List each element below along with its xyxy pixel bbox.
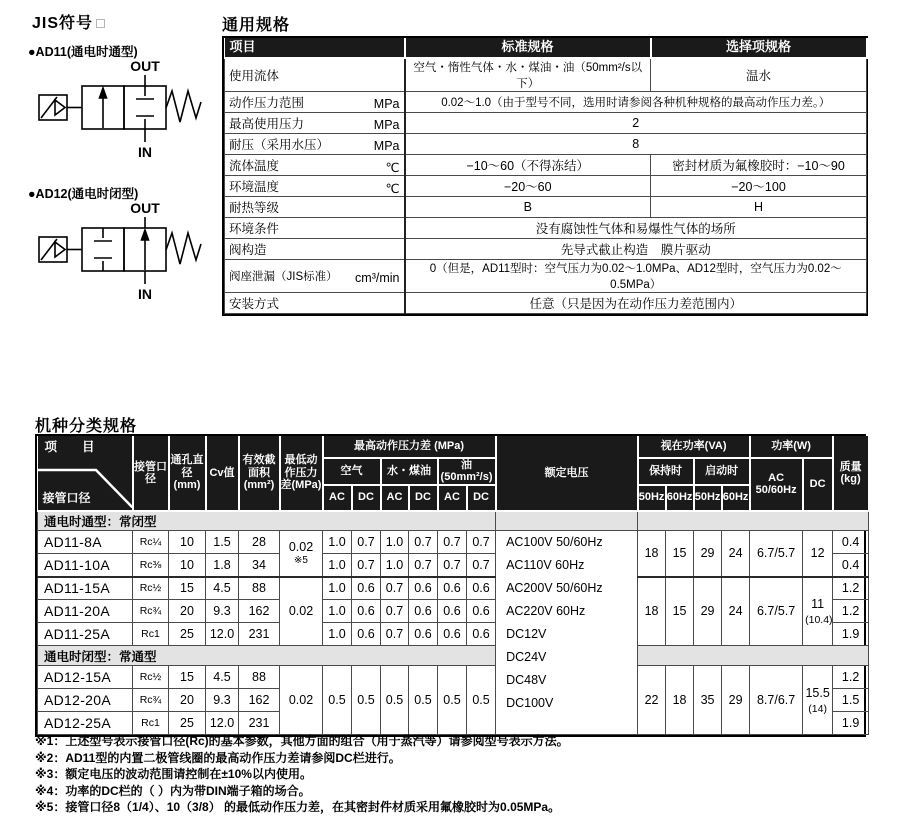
model-spec-title: 机种分类规格 [35,418,138,435]
spec-standard-fluid-temp: −10～60（不得冻结） [405,155,651,176]
ad12-valve-diagram [30,200,206,312]
col-header-w: 功率(W) [750,436,833,458]
model-name: AD11-15A [38,577,133,600]
oil-dc-value: 0.6 [467,577,496,600]
mass-value: 0.4 [833,554,869,577]
w-dc-number: 15.5 [805,685,830,700]
ad11-out-label: OUT [130,58,160,74]
general-spec-table-wrap [222,36,868,316]
min-pd-number: 0.02 [288,540,314,555]
oil-dc-value: 0.7 [467,531,496,554]
item-unit: ℃ [385,160,400,175]
ad12-out-label: OUT [130,200,160,216]
diag-port-label: 接管口径 [42,491,91,506]
spec-item-mounting: 安装方式 [225,293,405,314]
water-dc-value: 0.7 [409,554,438,577]
spec-optional-fluid: 温水 [651,58,867,92]
general-spec-title: 通用规格 [222,17,291,34]
port-size: Rc¾ [133,600,169,623]
spec-value-pressure-range: 0.02～1.0（由于型号不同，选用时请参阅各种机种规格的最高动作压力差。） [405,92,867,113]
jis-title-text: JIS符号 [32,15,94,32]
spec-item-structure: 阀构造 [225,239,405,260]
spec-standard-ambient-temp: −20～60 [405,176,651,197]
col-header-voltage: 额定电压 [496,436,638,511]
oil-dc-value: 0.6 [467,600,496,623]
cv-value: 9.3 [206,689,239,712]
min-pd-note: ※5 [294,555,308,567]
table-row [225,92,867,113]
col-header-air: 空气 [323,458,381,485]
col-header-w-dc: DC [803,458,833,511]
item-unit: MPa [373,118,400,132]
mass-value: 1.9 [833,623,869,646]
oil-dc-value: 0.6 [467,623,496,646]
col-header-hold-60hz: 60Hz [666,485,694,511]
air-ac-value: 1.0 [323,531,352,554]
col-header-item: 项目 [225,38,405,58]
port-size: Rc½ [133,666,169,689]
section-label-ad11: 通电时通型：常闭型 [38,511,496,531]
water-ac-value: 0.5 [381,666,409,735]
oil-ac-value: 0.6 [438,623,467,646]
table-row [225,293,867,314]
w-dc-value: 12 [803,531,833,577]
model-name: AD12-15A [38,666,133,689]
voltage-item: DC24V [506,650,547,665]
model-name: AD11-8A [38,531,133,554]
diag-item-label: 项 目 [44,440,95,454]
voltage-item: AC200V 50/60Hz [506,581,603,596]
oil-ac-value: 0.6 [438,600,467,623]
water-ac-value: 0.7 [381,577,409,600]
start-60hz-value: 24 [722,577,750,646]
cv-value: 4.5 [206,577,239,600]
table-row [225,113,867,134]
section-filler [496,511,638,531]
jis-title [32,10,105,33]
spec-item-fluid: 使用流体 [225,58,405,92]
spec-item-pressure-range [225,92,405,113]
cv-value: 1.5 [206,531,239,554]
spec-value-leakage: 0（但是，AD11型时：空气压力为0.02～1.0MPa、AD12型时，空气压力为0.02～0.5MPa） [405,260,867,293]
col-header-start: 启动时 [694,458,750,485]
table-row [225,134,867,155]
spec-item-environment: 环境条件 [225,218,405,239]
item-unit: MPa [373,97,400,111]
spec-optional-ambient-temp: −20～100 [651,176,867,197]
start-50hz-value: 29 [694,577,722,646]
voltage-item: AC110V 60Hz [506,558,585,573]
item-unit: cm³/min [355,271,400,285]
water-ac-value: 0.7 [381,623,409,646]
spec-standard-heat-class: B [405,197,651,218]
table-header-row [38,436,869,458]
spec-item-max-pressure [225,113,405,134]
air-dc-value: 0.6 [352,577,381,600]
col-header-optional: 选择项规格 [651,38,867,58]
footnote-1: ※1：上述型号表示接管口径(Rc)的基本参数，其他方面的组合（用于蒸汽等）请参阅型号表示方法。 [35,734,569,748]
spec-value-structure: 先导式截止构造 膜片驱动 [405,239,867,260]
col-header-bore: 通孔直径(mm) [169,436,206,511]
area-value: 231 [239,623,280,646]
air-dc-value: 0.7 [352,554,381,577]
model-name: AD12-25A [38,712,133,735]
min-pd-value: 0.02 [280,666,323,735]
section-filler [638,646,869,666]
col-header-cv: Cv值 [206,436,239,511]
air-dc-value: 0.7 [352,531,381,554]
w-dc-value [803,666,833,735]
model-spec-table-wrap [35,434,866,737]
table-row [38,531,869,554]
item-label: 环境温度 [229,180,280,194]
bore-value: 10 [169,531,206,554]
col-header-w-ac: AC 50/60Hz [750,458,803,511]
air-ac-value: 1.0 [323,577,352,600]
spec-optional-heat-class: H [651,197,867,218]
oil-ac-value: 0.5 [438,666,467,735]
table-row [225,155,867,176]
port-size: Rc1 [133,623,169,646]
col-header-start-50hz: 50Hz [694,485,722,511]
hold-60hz-value: 15 [666,531,694,577]
section-label-ad12: 通电时闭型：常通型 [38,646,496,666]
item-label: 阀座泄漏（JIS标准） [229,271,338,283]
col-header-va: 视在功率(VA) [638,436,750,458]
hold-60hz-value: 18 [666,666,694,735]
cv-value: 9.3 [206,600,239,623]
spec-item-leakage [225,260,405,293]
col-header-hold: 保持时 [638,458,694,485]
area-value: 162 [239,600,280,623]
col-header-port: 接管口径 [133,436,169,511]
ad11-valve-diagram [30,58,206,170]
w-dc-number: 11 [811,596,825,611]
start-50hz-value: 29 [694,531,722,577]
oil-ac-value: 0.7 [438,554,467,577]
water-ac-value: 0.7 [381,600,409,623]
col-header-start-60hz: 60Hz [722,485,750,511]
w-dc-sub: (10.4) [805,613,833,626]
water-dc-value: 0.6 [409,600,438,623]
port-size: Rc1 [133,712,169,735]
table-row [38,577,869,600]
hold-50hz-value: 18 [638,531,666,577]
min-pd-value [280,531,323,577]
footnote-4: ※4：功率的DC栏的（ ）内为带DIN端子箱的场合。 [35,783,311,798]
w-ac-value: 6.7/5.7 [750,577,803,646]
w-ac-value: 8.7/6.7 [750,666,803,735]
bore-value: 25 [169,712,206,735]
ad11-in-label: IN [138,144,152,160]
bore-value: 25 [169,623,206,646]
spec-item-heat-class: 耐热等级 [225,197,405,218]
cv-value: 4.5 [206,666,239,689]
air-ac-value: 1.0 [323,600,352,623]
air-ac-value: 1.0 [323,623,352,646]
start-60hz-value: 29 [722,666,750,735]
area-value: 34 [239,554,280,577]
port-size: Rc¼ [133,531,169,554]
model-spec-table [37,436,870,735]
voltage-item: DC48V [506,673,547,688]
footnote-5: ※5：接管口径8（1/4）、10（3/8） 的最低动作压力差，在其密封件材质采用氟橡胶时为0.05MPa。 [35,800,561,814]
w-dc-value [803,577,833,646]
mass-value: 1.2 [833,577,869,600]
oil-ac-value: 0.7 [438,531,467,554]
port-size: Rc¾ [133,689,169,712]
col-header-air-ac: AC [323,485,352,511]
col-header-max-pd: 最高动作压力差 (MPa) [323,436,496,458]
water-ac-value: 1.0 [381,531,409,554]
model-name: AD12-20A [38,689,133,712]
oil-dc-value: 0.7 [467,554,496,577]
port-size: Rc⅜ [133,554,169,577]
col-header-oil-ac: AC [438,485,467,511]
oil-dc-value: 0.5 [467,666,496,735]
item-label: 最高使用压力 [229,117,305,131]
voltage-item: AC220V 60Hz [506,604,586,619]
section-row [38,646,869,666]
footnote-3: ※3：额定电压的波动范围请控制在±10%以内使用。 [35,767,312,781]
col-header-water-dc: DC [409,485,438,511]
placeholder-square [96,19,105,28]
model-name: AD11-10A [38,554,133,577]
bore-value: 20 [169,689,206,712]
model-name: AD11-20A [38,600,133,623]
area-value: 162 [239,689,280,712]
spec-item-ambient-temp [225,176,405,197]
water-dc-value: 0.7 [409,531,438,554]
footnote-2: ※2：AD11型的内置二极管线圈的最高动作压力差请参阅DC栏进行。 [35,750,401,765]
ad12-in-label: IN [138,286,152,302]
mass-value: 0.4 [833,531,869,554]
table-row [225,58,867,92]
oil-ac-value: 0.6 [438,577,467,600]
item-unit: ℃ [385,181,400,196]
spec-item-fluid-temp [225,155,405,176]
voltage-item: DC100V [506,696,554,711]
air-dc-value: 0.6 [352,623,381,646]
bore-value: 15 [169,666,206,689]
item-label: 流体温度 [229,159,280,173]
col-header-air-dc: DC [352,485,381,511]
spec-value-proof-pressure: 8 [405,134,867,155]
area-value: 88 [239,666,280,689]
air-dc-value: 0.5 [352,666,381,735]
water-dc-value: 0.6 [409,623,438,646]
bore-value: 10 [169,554,206,577]
col-header-water-ac: AC [381,485,409,511]
air-ac-value: 1.0 [323,554,352,577]
col-header-oil-dc: DC [467,485,496,511]
min-pd-value: 0.02 [280,577,323,646]
mass-value: 1.2 [833,666,869,689]
col-header-mass: 质量(kg) [833,436,869,511]
table-row [225,197,867,218]
item-label: 动作压力范围 [229,96,305,110]
w-ac-value: 6.7/5.7 [750,531,803,577]
port-size: Rc½ [133,577,169,600]
cv-value: 12.0 [206,712,239,735]
ad12-diagram-label: ●AD12(通电时闭型) [28,187,139,201]
hold-60hz-value: 15 [666,577,694,646]
mass-value: 1.9 [833,712,869,735]
spec-optional-fluid-temp: 密封材质为氟橡胶时：−10～90 [651,155,867,176]
bore-value: 20 [169,600,206,623]
table-row [225,218,867,239]
area-value: 28 [239,531,280,554]
water-dc-value: 0.5 [409,666,438,735]
table-header-row [225,38,867,58]
hold-50hz-value: 18 [638,577,666,646]
mass-value: 1.2 [833,600,869,623]
col-header-water: 水・煤油 [381,458,438,485]
water-dc-value: 0.6 [409,577,438,600]
col-header-hold-50hz: 50Hz [638,485,666,511]
col-header-min-pd: 最低动作压力差(MPa) [280,436,323,511]
section-row [38,511,869,531]
section-filler [638,511,869,531]
hold-50hz-value: 22 [638,666,666,735]
spec-value-environment: 没有腐蚀性气体和易爆性气体的场所 [405,218,867,239]
table-row [225,239,867,260]
start-60hz-value: 24 [722,531,750,577]
air-dc-value: 0.6 [352,600,381,623]
spec-item-proof-pressure [225,134,405,155]
air-ac-value: 0.5 [323,666,352,735]
model-name: AD11-25A [38,623,133,646]
footnotes [35,733,865,816]
voltage-item: DC12V [506,627,547,642]
cv-value: 1.8 [206,554,239,577]
table-row [225,260,867,293]
voltage-item: AC100V 50/60Hz [506,535,603,550]
area-value: 231 [239,712,280,735]
col-header-standard: 标准规格 [405,38,651,58]
spec-value-mounting: 任意（只是因为在动作压力差范围内） [405,293,867,314]
table-row [38,666,869,689]
ad11-diagram-label: ●AD11(通电时通型) [28,45,138,59]
rated-voltage-list [496,531,638,735]
item-unit: MPa [373,139,400,153]
area-value: 88 [239,577,280,600]
item-label: 耐压（采用水压） [229,138,330,152]
mass-value: 1.5 [833,689,869,712]
water-ac-value: 1.0 [381,554,409,577]
col-header-item-port [38,436,133,511]
spec-value-max-pressure: 2 [405,113,867,134]
start-50hz-value: 35 [694,666,722,735]
spec-standard-fluid: 空气・惰性气体・水・煤油・油（50mm²/s以下） [405,58,651,92]
cv-value: 12.0 [206,623,239,646]
table-row [225,176,867,197]
w-dc-sub: (14) [808,702,827,715]
col-header-area: 有效截面积(mm²) [239,436,280,511]
bore-value: 15 [169,577,206,600]
col-header-oil: 油(50mm²/s) [438,458,496,485]
general-spec-table [224,38,868,314]
